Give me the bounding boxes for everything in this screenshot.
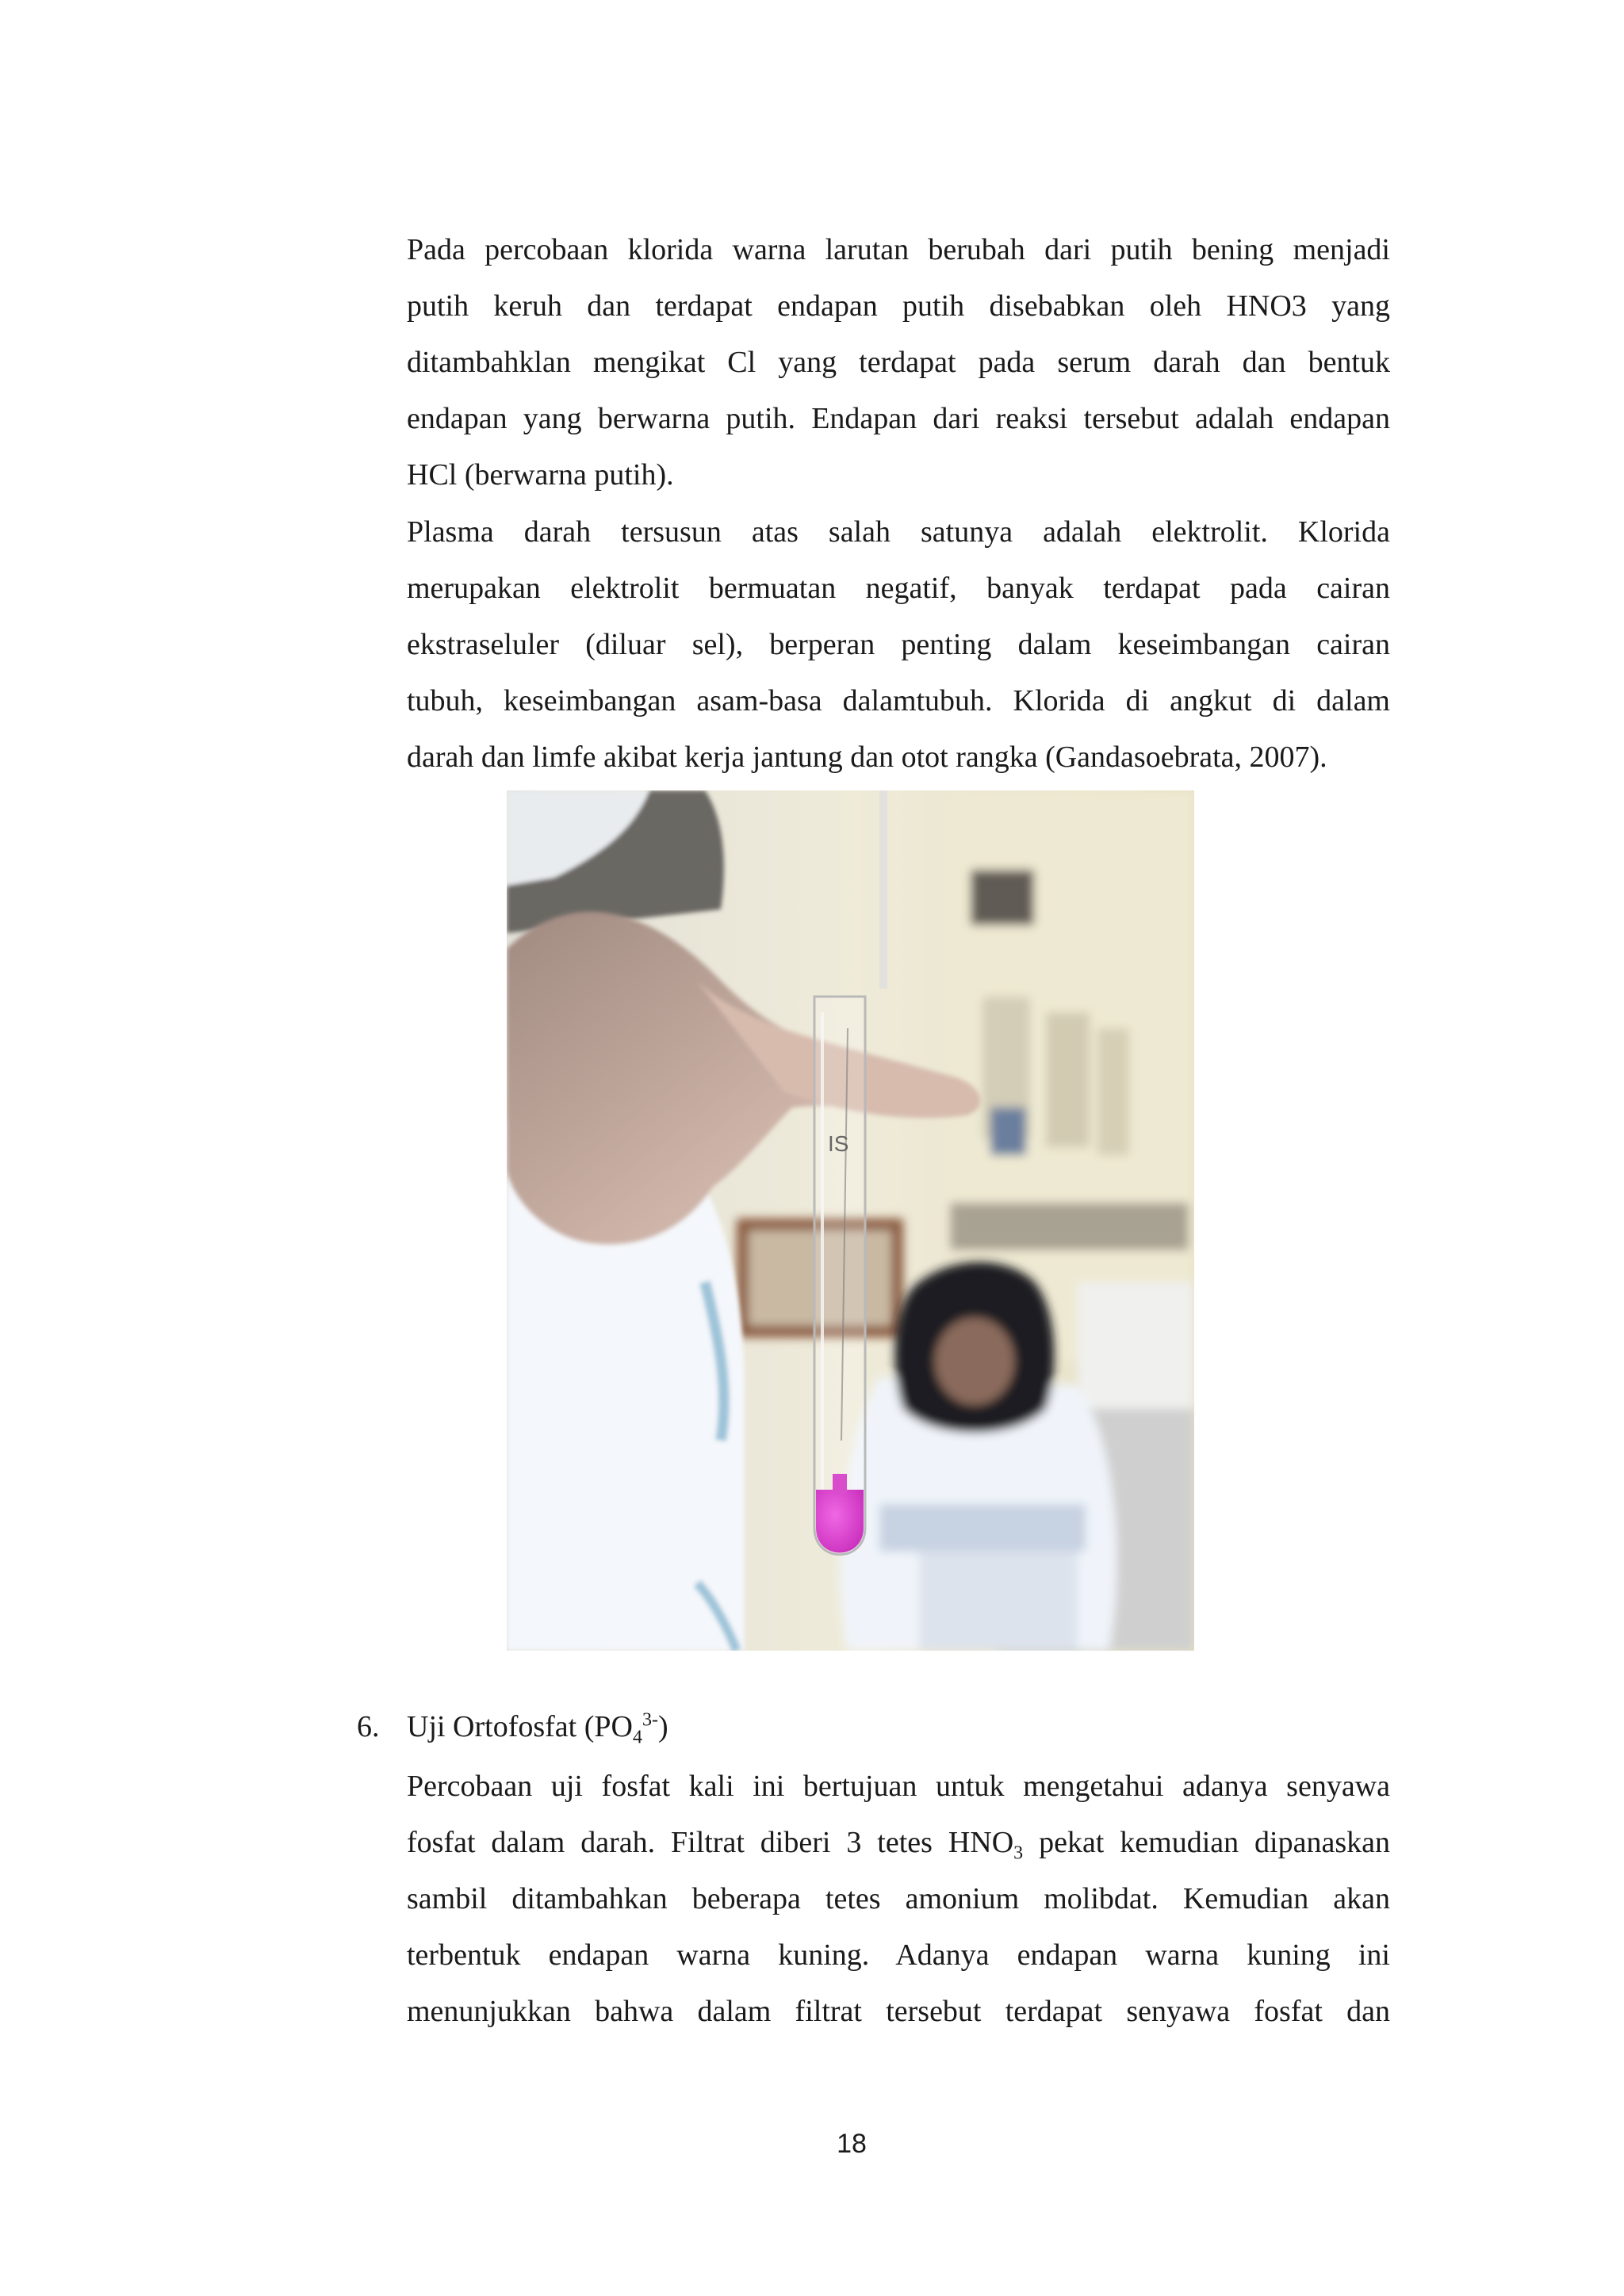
test-tube-photo [507,790,1194,1651]
test-tube-photo-illustration [507,790,1194,1651]
text-line: darah dan limfe akibat kerja jantung dan otot rangka (Gandasoebrata, 2007). [407,740,1327,774]
text-line: sambil ditambahkan beberapa tetes amonium molibdat. Kemudian akan [407,1882,1390,1915]
text-line: Pada percobaan klorida warna larutan berubah dari putih bening menjadi [407,233,1390,266]
text-line: terbentuk endapan warna kuning. Adanya endapan warna kuning ini [407,1938,1390,1972]
text-line: HCl (berwarna putih). [407,458,674,492]
paragraph-klorida [407,222,1390,503]
paragraph-plasma [407,504,1390,786]
title-subscript: 4 [632,1727,642,1748]
formula-subscript: 3 [1013,1843,1024,1864]
text-line: merupakan elektrolit bermuatan negatif, banyak terdapat pada cairan [407,572,1390,605]
title-close: ) [657,1710,668,1743]
text-line: ekstraseluler (diluar sel), berperan penting dalam keseimbangan cairan [407,628,1390,661]
text-line: ditambahklan mengikat Cl yang terdapat pada serum darah dan bentuk [407,346,1390,379]
tube-label: IS [828,1131,849,1156]
text-line: Plasma darah tersusun atas salah satunya adalah elektrolit. Klorida [407,515,1390,549]
paragraph-fosfat [407,1758,1390,2040]
section-title: Uji Ortofosfat (PO [407,1710,633,1743]
text-line: endapan yang berwarna putih. Endapan dari reaksi tersebut adalah endapan [407,402,1390,435]
text-line-with-formula [407,1815,1390,1871]
title-superscript: 3- [642,1709,658,1731]
text-line: menunjukkan bahwa dalam filtrat tersebut terdapat senyawa fosfat dan [407,1995,1390,2028]
text-fragment: fosfat dalam darah. Filtrat diberi 3 tetes HNO [407,1826,1014,1859]
page-number: 18 [837,2129,867,2159]
text-line: Percobaan uji fosfat kali ini bertujuan untuk mengetahui adanya senyawa [407,1770,1390,1803]
text-line: putih keruh dan terdapat endapan putih disebabkan oleh HNO3 yang [407,289,1390,323]
text-fragment: pekat kemudian dipanaskan [1023,1826,1390,1859]
text-line: tubuh, keseimbangan asam-basa dalamtubuh. Klorida di angkut di dalam [407,684,1390,718]
section-heading [357,1699,668,1755]
section-number: 6. [357,1710,380,1743]
